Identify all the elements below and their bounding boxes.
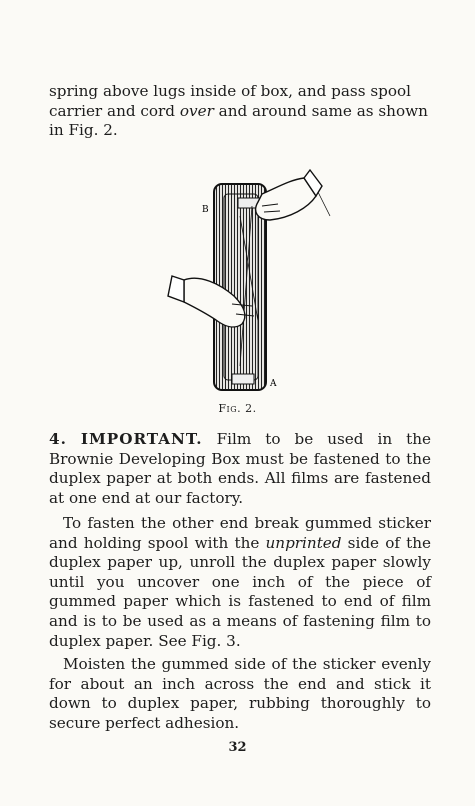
figure-label-top: B: [202, 205, 209, 215]
intro-emphasis: over: [179, 101, 214, 120]
page-number: 32: [228, 740, 247, 755]
section-text: Film to be used in the Brownie Developing Box must be fastened to the duplex paper at both ends. All films are fastened at one end at our factory.: [49, 430, 432, 507]
moisten-paragraph: Moisten the gummed side of the sticker evenly for about an inch across the end and stick it down to duplex paper, rubbing thoroughly to secure perfect adhesion.: [49, 655, 431, 732]
fasten-text-before: To fasten the other end break gummed sticker and holding spool with the: [49, 514, 431, 552]
fasten-paragraph: [49, 514, 431, 651]
intro-text-after: and around same as shown in Fig. 2.: [49, 101, 428, 140]
hands-threading-spool-illustration: [140, 156, 340, 396]
section-number: 4.: [49, 430, 67, 448]
section-heading: IMPORTANT.: [80, 430, 203, 448]
intro-text-before: spring above lugs inside of box, and pass spool carrier and cord: [49, 82, 412, 120]
important-paragraph: [49, 430, 431, 508]
intro-paragraph: [49, 82, 431, 141]
figure-caption: Fig. 2.: [218, 402, 257, 415]
fasten-emphasis: unprinted: [265, 533, 342, 552]
figure-label-bottom: A: [270, 379, 277, 389]
fasten-text-after: side of the duplex paper up, unroll the duplex paper slowly until you uncover one inch of the piece of gummed paper which is fastened to end of film and is to be used as a means of fastening film to duplex paper. See Fig. 3.: [49, 533, 431, 650]
figure-2-illustration: [140, 156, 340, 396]
